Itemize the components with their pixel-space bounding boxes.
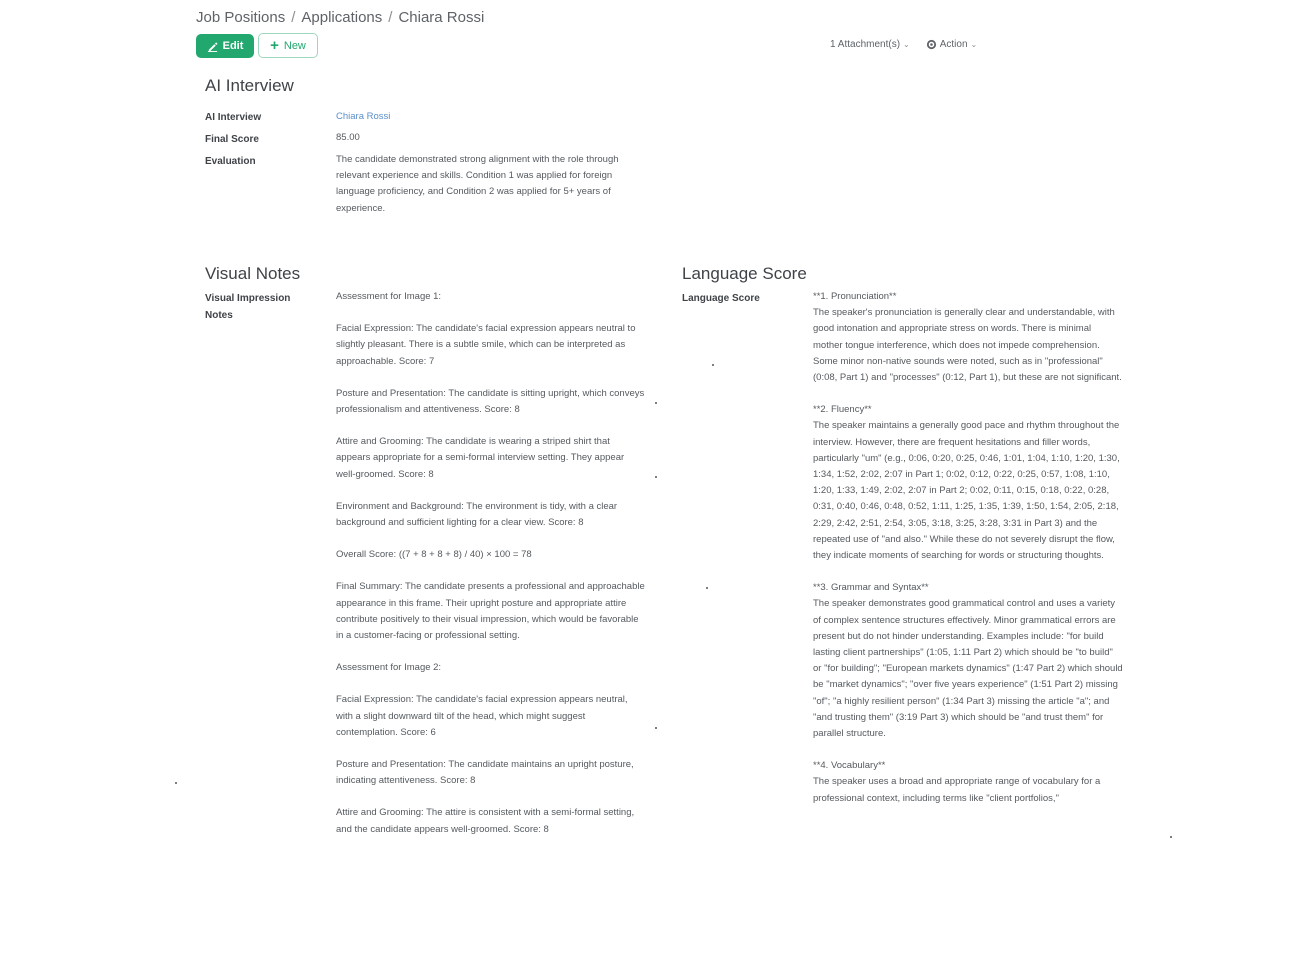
chevron-down-icon: ⌄	[970, 40, 978, 49]
visual-impression-notes-value	[336, 289, 646, 854]
visual-notes-paragraph: Assessment for Image 2:	[336, 662, 442, 674]
language-score-paragraph: **3. Grammar and Syntax** The speaker demonstrates good grammatical control and uses a variety of complex sentence structures effectively. Minor grammatical errors are present but do not hinder understanding. Examples include: "for build lasting client partnerships" (1:05, 1:11 Part 2) which should be "to build" or "for building"; "European markets dynamics" (1:47 Part 2) which should be "market dynamics"; "over five years experience" (1:51 Part 2) missing "of"; "a highly resilient person" (1:34 Part 3) missing the article "a"; and "and trusting them" (3:19 Part 3) which should be "and trust them" for parallel structure.	[813, 582, 1123, 740]
gear-icon	[926, 39, 937, 50]
language-score-title: Language Score	[682, 264, 807, 283]
visual-notes-paragraph: Attire and Grooming: The candidate is wearing a striped shirt that appears appropriate for a semi-formal interview setting. They appear well-groomed. Score: 8	[336, 436, 627, 480]
plus-icon: +	[270, 37, 279, 54]
artifact-dot	[655, 476, 657, 478]
artifact-dot	[655, 727, 657, 729]
breadcrumb-job-positions[interactable]: Job Positions	[196, 9, 286, 26]
artifact-dot	[706, 587, 708, 589]
ai-interview-label: AI Interview	[205, 112, 262, 123]
ai-interview-link[interactable]: Chiara Rossi	[336, 111, 391, 122]
action-dropdown[interactable]	[926, 39, 978, 50]
new-button-label: New	[283, 39, 306, 52]
breadcrumb-separator: /	[291, 9, 296, 26]
visual-notes-paragraph: Final Summary: The candidate presents a professional and approachable appearance in this frame. Their upright posture and appropriate attire contribute positively to their visual impression, which would be favorable in a customer-facing or professional setting.	[336, 581, 648, 642]
visual-notes-paragraph: Assessment for Image 1:	[336, 291, 442, 302]
final-score-value: 85.00	[336, 132, 360, 143]
visual-notes-title: Visual Notes	[205, 264, 301, 283]
breadcrumb-applications[interactable]: Applications	[301, 9, 383, 26]
language-score-paragraph: **2. Fluency** The speaker maintains a generally good pace and rhythm throughout the interview. However, there are frequent hesitations and filler words, particularly "um" (e.g., 0:06, 0:20, 0:25, 0:46, 1:01, 1:04, 1:10, 1:20, 1:30, 1:34, 1:52, 2:02, 2:07 in Part 1; 0:02, 0:12, 0:22, 0:25, 0:57, 1:08, 1:10, 1:20, 1:33, 1:49, 2:02, 2:07 in Part 2; 0:02, 0:11, 0:15, 0:18, 0:22, 0:28, 0:31, 0:40, 0:46, 0:48, 0:52, 1:11, 1:25, 1:35, 1:39, 1:50, 1:54, 2:05, 2:18, 2:29, 2:42, 2:51, 2:54, 3:05, 3:18, 3:25, 3:28, 3:31 in Part 3) and the repeated use of "and also." While these do not severely disrupt the flow, they indicate moments of searching for words or structuring thoughts.	[813, 404, 1120, 562]
visual-notes-paragraph: Facial Expression: The candidate's facial expression appears neutral, with a slight downward tilt of the head, which might suggest contemplation. Score: 6	[336, 694, 631, 738]
final-score-label: Final Score	[205, 134, 259, 145]
artifact-dot	[1170, 836, 1172, 838]
evaluation-value: The candidate demonstrated strong alignment with the role through relevant experience and skills. Condition 1 was applied for foreign language proficiency, and Condition 2 was applied for 5+ years of experience.	[336, 154, 619, 214]
record-actions	[830, 39, 977, 50]
edit-button-label: Edit	[222, 40, 244, 52]
language-score-paragraph: **4. Vocabulary** The speaker uses a broad and appropriate range of vocabulary for a professional context, including terms like "client portfolios,"	[813, 760, 1101, 804]
visual-notes-paragraph: Attire and Grooming: The attire is consistent with a semi-formal setting, and the candidate appears well-groomed. Score: 8	[336, 807, 637, 835]
visual-notes-paragraph: Environment and Background: The environment is tidy, with a clear background and sufficient lighting for a clear view. Score: 8	[336, 500, 620, 529]
evaluation-label: Evaluation	[205, 156, 256, 167]
artifact-dot	[655, 402, 657, 404]
language-score-label: Language Score	[682, 293, 760, 304]
breadcrumb	[196, 9, 484, 26]
attachments-dropdown[interactable]	[830, 39, 910, 50]
breadcrumb-current: Chiara Rossi	[398, 9, 485, 26]
attachments-label: 1 Attachment(s)	[830, 39, 901, 50]
edit-button[interactable]	[196, 34, 254, 58]
pencil-icon	[207, 41, 218, 52]
new-button[interactable]	[258, 33, 318, 58]
visual-notes-paragraph: Overall Score: ((7 + 8 + 8 + 8) / 40) × 100 = 78	[336, 549, 532, 561]
language-score-value	[813, 289, 1123, 823]
ai-interview-title: AI Interview	[205, 76, 294, 95]
visual-notes-paragraph: Posture and Presentation: The candidate maintains an upright posture, indicating attentiveness. Score: 8	[336, 759, 637, 787]
visual-impression-notes-label: Visual Impression Notes	[205, 293, 291, 321]
breadcrumb-separator: /	[388, 9, 393, 26]
language-score-paragraph: **1. Pronunciation** The speaker's pronunciation is generally clear and understandable, with good intonation and appropriate stress on words. There is minimal mother tongue interference, which does not impede comprehension. Some minor non-native sounds were noted, such as in "professional" (0:08, Part 1) and "processes" (0:12, Part 1), but these are not significant.	[813, 291, 1122, 384]
visual-notes-paragraph: Posture and Presentation: The candidate is sitting upright, which conveys professionalism and attentiveness. Score: 8	[336, 387, 647, 416]
action-label: Action	[939, 39, 968, 50]
chevron-down-icon: ⌄	[903, 40, 910, 49]
artifact-dot	[712, 364, 714, 366]
visual-notes-paragraph: Facial Expression: The candidate's facial expression appears neutral to slightly pleasant. There is a subtle smile, which can be interpreted as approachable. Score: 7	[336, 323, 639, 367]
artifact-dot	[175, 782, 177, 784]
